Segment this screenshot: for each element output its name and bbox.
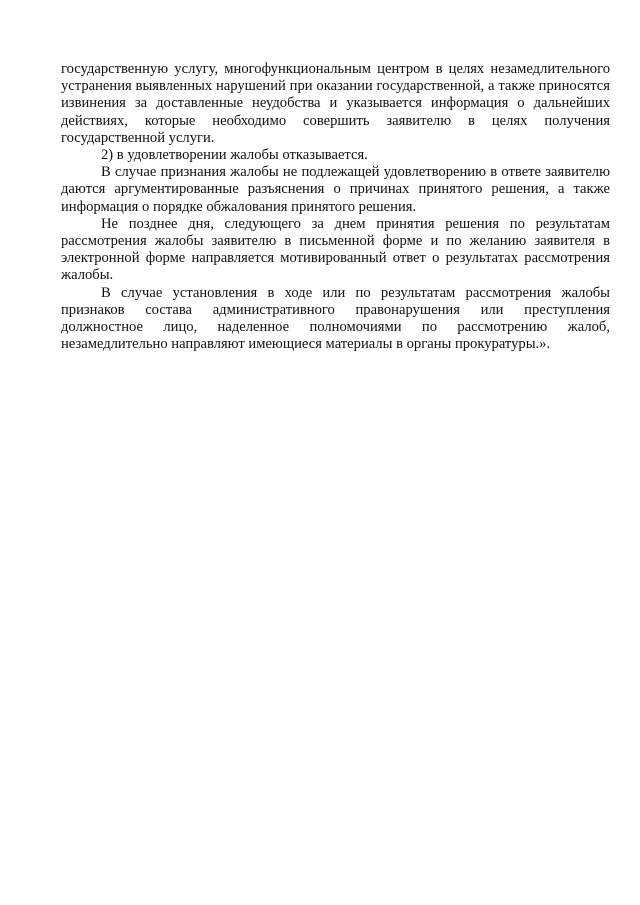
paragraph-refusal-explanation: В случае признания жалобы не подлежащей удовлетворению в ответе заявителю даются аргументированные разъяснения о причинах принятого решения, а также информация о порядке обжалования принятого решения. xyxy=(61,164,610,215)
paragraph-refusal-item: 2) в удовлетворении жалобы отказывается. xyxy=(101,147,368,164)
paragraph-response-deadline: Не позднее дня, следующего за днем принятия решения по результатам рассмотрения жалобы заявителю в письменной форме и по желанию заявителя в электронной форме направляется мотивированный ответ о результатах рассмотрения жалобы. xyxy=(61,215,610,284)
document-page xyxy=(61,61,610,353)
paragraph-prosecution-referral: В случае установления в ходе или по результатам рассмотрения жалобы признаков состава административного правонарушения или преступления должностное лицо, наделенное полномочиями по рассмотрению жалоб, незамедлительно направляют имеющиеся материалы в органы прокуратуры.». xyxy=(61,284,610,353)
paragraph-continuation: государственную услугу, многофункциональным центром в целях незамедлительного устранения выявленных нарушений при оказании государственной, а также приносятся извинения за доставленные неудобства и указывается информация о дальнейших действиях, которые необходимо совершить заявителю в целях получения государственной услуги. xyxy=(61,61,610,146)
